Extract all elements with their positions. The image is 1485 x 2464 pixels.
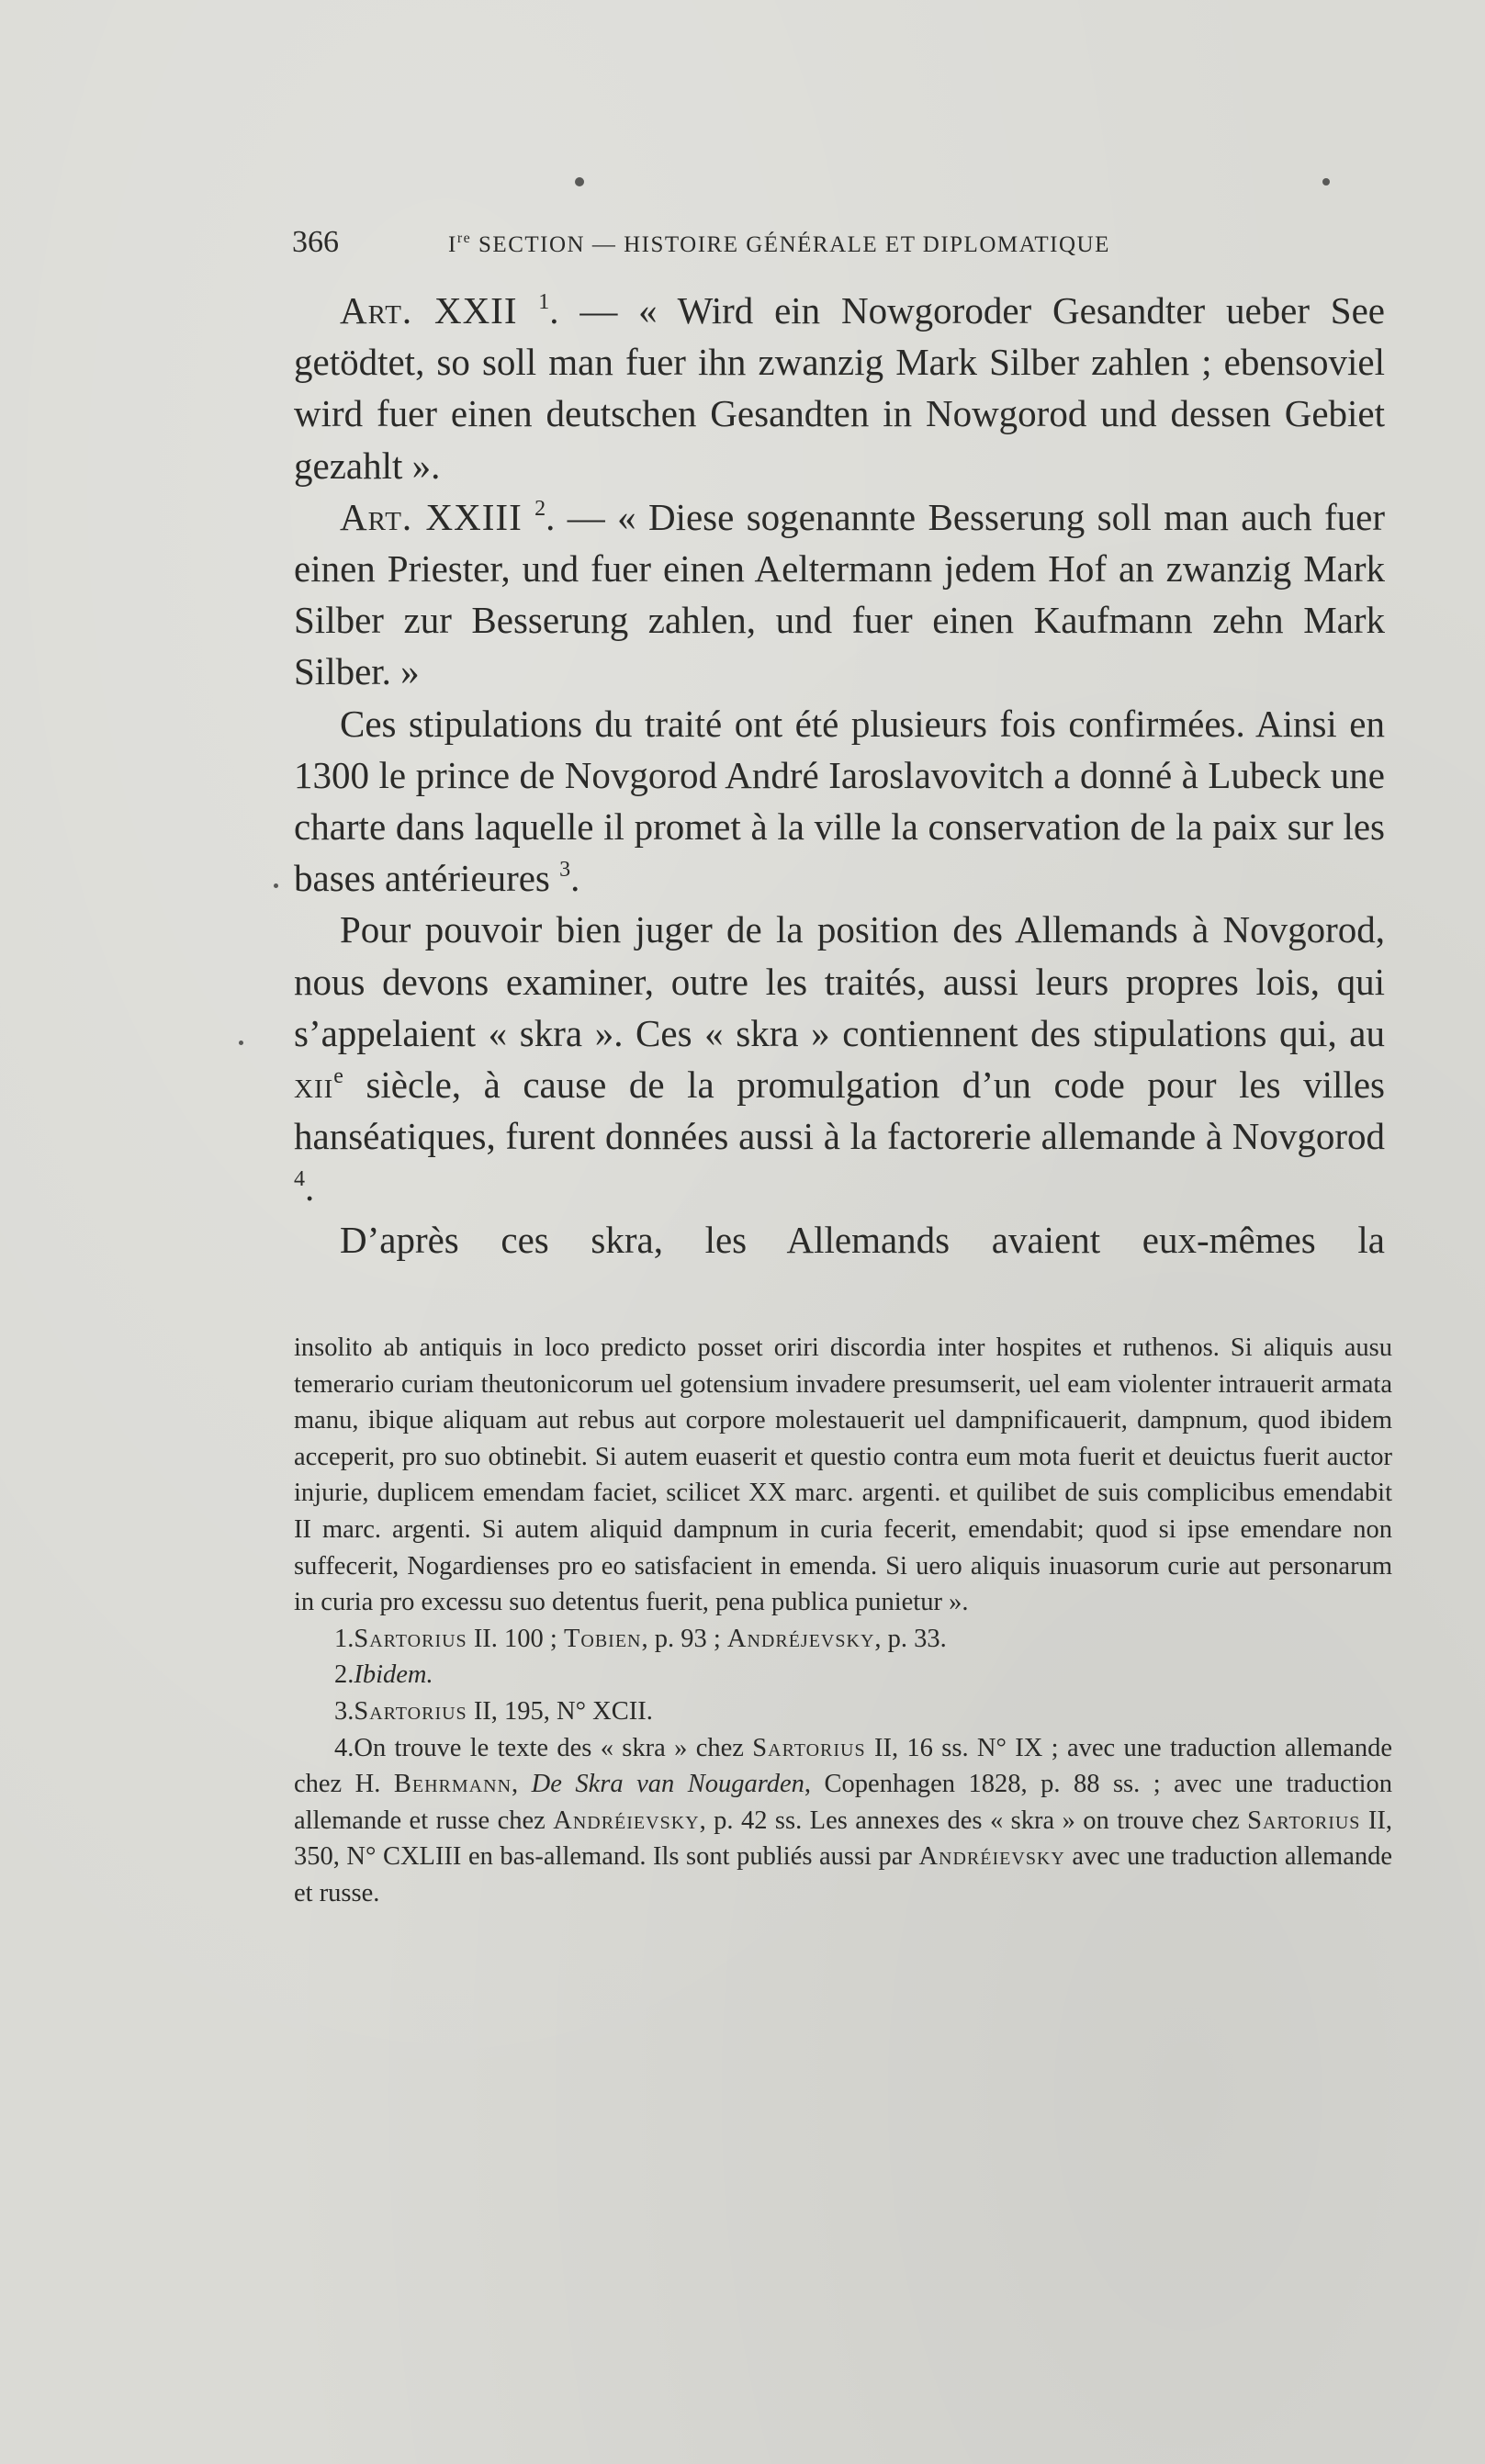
- paragraph-text: Pour pouvoir bien juger de la position des Allemands à Novgorod, nous devons examiner, outre les traités, aussi leurs propres lois, qui s’appelaient « skra ». Ces « skra » contiennent des stipulations qui, au: [294, 908, 1385, 1054]
- author-name: Behrmann: [393, 1770, 512, 1799]
- author-name: Sartorius: [1247, 1806, 1361, 1835]
- article-label: Art. XXII: [340, 289, 518, 332]
- footnotes: [294, 1330, 1392, 1912]
- running-header: [292, 225, 1302, 262]
- footnote-number: 1.: [334, 1624, 354, 1653]
- citation-text: On trouve le texte des « skra » chez: [354, 1733, 753, 1762]
- citation-text: , p. 33.: [874, 1624, 947, 1653]
- citation-text: II, 350, N° CXLIII en bas-allemand. Ils sont publiés aussi par: [294, 1806, 1392, 1872]
- main-text: [294, 285, 1385, 1266]
- paragraph-text: Ces stipulations du traité ont été plusieurs fois confirmées. Ainsi en 1300 le prince de Novgorod André Iaroslavovitch a donné à Lubeck une charte dans laquelle il promet à la ville la conservation de la paix sur les bases antérieures: [294, 702, 1385, 900]
- paragraph-end: .: [305, 1166, 315, 1209]
- author-name: Sartorius: [354, 1696, 467, 1726]
- citation-text: II. 100 ;: [467, 1624, 564, 1653]
- footnote-4: [294, 1730, 1392, 1912]
- paragraph: [294, 1214, 1385, 1266]
- footnote-ref[interactable]: 3: [559, 858, 571, 883]
- author-name: Andréievsky: [553, 1806, 700, 1835]
- century-suffix: e: [333, 1064, 343, 1089]
- citation-text: avec une traduction allemande et russe.: [294, 1842, 1393, 1907]
- section-number: I: [448, 232, 457, 257]
- speck-mark: [575, 177, 584, 186]
- citation-text: II, 195, N° XCII.: [467, 1696, 653, 1726]
- footnote-ref[interactable]: 2: [534, 496, 546, 521]
- paragraph: [294, 904, 1385, 1213]
- footnote-number: 2.: [334, 1660, 354, 1690]
- article-text: . — « Diese sogenannte Besserung soll man auch fuer einen Priester, und fuer einen Aeltermann jedem Hof an zwanzig Mark Silber zur Besserung zahlen, und fuer einen Kaufmann zehn Mark Silber. »: [294, 495, 1386, 693]
- citation-text: ,: [512, 1770, 532, 1799]
- article-22: [294, 285, 1385, 491]
- citation-text: Ibidem.: [354, 1660, 433, 1690]
- century-numeral: xii: [294, 1063, 334, 1107]
- running-title-text: SECTION — HISTOIRE GÉNÉRALE ET DIPLOMATIQUE: [478, 232, 1110, 257]
- page-number: 366: [292, 225, 339, 259]
- paragraph: [294, 698, 1385, 905]
- section-number-suffix: re: [456, 231, 472, 246]
- author-name: Tobien: [563, 1624, 642, 1653]
- speck-mark: [239, 1041, 243, 1045]
- paragraph-end: .: [570, 857, 580, 900]
- footnote-number: 3.: [334, 1696, 354, 1726]
- paragraph-text: siècle, à cause de la promulgation d’un code pour les villes hanséatiques, furent données aussi à la factorerie allemande à Novgorod: [294, 1063, 1385, 1158]
- footnote-number: 4.: [334, 1733, 354, 1762]
- footnote-1: [294, 1621, 1392, 1658]
- article-text: . — « Wird ein Nowgoroder Gesandter ueber See getödtet, so soll man fuer ihn zwanzig Mark Silber zahlen ; ebensoviel wird fuer einen deutschen Gesandten in Nowgorod und dessen Gebiet gezahlt ».: [294, 289, 1386, 487]
- footnote-ref[interactable]: 1: [538, 290, 550, 314]
- book-title: De Skra van Nougarden: [531, 1770, 804, 1799]
- running-title: [448, 231, 1110, 258]
- citation-text: II, 16 ss. N° IX ; avec une traduction allemande chez H.: [294, 1733, 1392, 1799]
- footnote-2: [294, 1657, 1392, 1693]
- article-label: Art. XXIII: [340, 495, 523, 538]
- speck-mark: [274, 883, 278, 888]
- footnote-3: [294, 1693, 1392, 1730]
- footnote-ref[interactable]: 4: [294, 1167, 305, 1192]
- author-name: Andréievsky: [918, 1842, 1065, 1872]
- paragraph-text: D’après ces skra, les Allemands avaient eux-mêmes la: [340, 1218, 1385, 1261]
- author-name: Andréjevsky: [726, 1624, 875, 1653]
- author-name: Sartorius: [752, 1733, 866, 1762]
- article-23: [294, 491, 1385, 698]
- speck-mark: [1322, 178, 1330, 186]
- citation-text: , Copenhagen 1828, p. 88 ss. ; avec une traduction allemande et russe chez: [294, 1770, 1393, 1835]
- citation-text: , p. 42 ss. Les annexes des « skra » on trouve chez: [699, 1806, 1248, 1835]
- footnote-continuation: insolito ab antiquis in loco predicto posset oriri discordia inter hospites et ruthenos. Si aliquis ausu temerario curiam theutonicorum uel gotensium invadere presumserit, uel eam violenter intrauerit armata manu, ibique aliquam aut rebus aut corpore molestauerit uel dampnificauerit, dampnum, quod ibidem acceperit, pro suo obtinebit. Si autem euaserit et questio contra eum mota fuerit et deuictus fuerit auctor injurie, duplicem emendam faciet, scilicet XX marc. argenti. et quilibet de suis complicibus emendabit II marc. argenti. Si autem aliquid dampnum in curia fecerit, emendabit; quod si ipse emendare non suffecerit, Nogardienses pro eo satisfacient in emenda. Si uero aliquis inuasorum curie aut personarum in curia pro excessu suo detentus fuerit, pena publica punietur ».: [294, 1333, 1392, 1617]
- citation-text: , p. 93 ;: [641, 1624, 727, 1653]
- author-name: Sartorius: [354, 1624, 467, 1653]
